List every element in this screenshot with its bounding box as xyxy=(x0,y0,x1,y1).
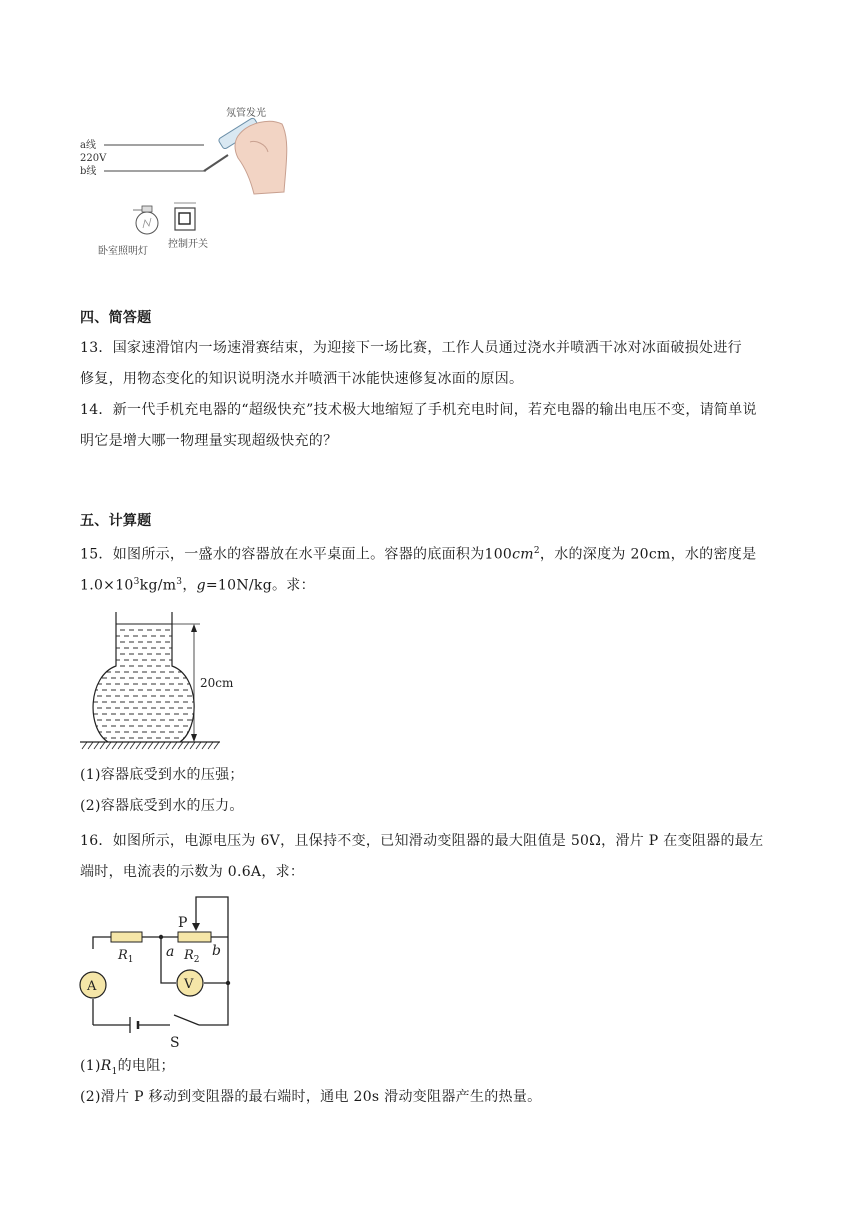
hatch-mark xyxy=(130,742,135,749)
hatch-mark xyxy=(82,742,87,749)
question-15-sub2: (2)容器底受到水的压力。 xyxy=(80,798,244,814)
hatch-mark xyxy=(208,742,213,749)
ammeter-label: A xyxy=(87,979,97,994)
hatch-mark xyxy=(202,742,207,749)
hatch-mark xyxy=(154,742,159,749)
question-16-line2: 端时，电流表的示数为 0.6A，求： xyxy=(80,864,305,880)
point-b-label: b xyxy=(212,943,221,959)
point-a-label: a xyxy=(166,944,175,960)
section4-heading: 四、简答题 xyxy=(80,310,152,326)
hatch-mark xyxy=(160,742,165,749)
question-16-sub1: $(1)R_1$的电阻； xyxy=(80,1058,175,1077)
resistor-r2 xyxy=(178,932,211,942)
wire-left-top xyxy=(93,937,111,949)
question-14-line2: 明它是增大哪一物理量实现超级快充的？ xyxy=(80,433,338,449)
wire-bottom-right xyxy=(199,983,228,1025)
hatch-mark xyxy=(118,742,123,749)
r2-label: $R_2$ xyxy=(184,948,200,965)
hatch-mark xyxy=(106,742,111,749)
hatch-mark xyxy=(190,742,195,749)
hand-shape xyxy=(235,121,287,194)
voltage-label: 220V xyxy=(80,153,107,164)
question-13-line2: 修复，用物态变化的知识说明浇水并喷洒干冰能快速修复冰面的原因。 xyxy=(80,371,524,387)
resistor-r1 xyxy=(111,932,142,942)
hatch-mark xyxy=(166,742,171,749)
question-15-line2: $1.0\times 10^3kg/m^3$，g=10N/kg。求： xyxy=(80,577,315,594)
r1-label: $R_1$ xyxy=(118,948,134,965)
question-16-line1: 16．如图所示，电源电压为 6V，且保持不变，已知滑动变阻器的最大阻值是 50Ω，滑片 P 在变阻器的最左 xyxy=(80,833,764,849)
slider-label: P xyxy=(178,915,188,931)
hatch-mark xyxy=(136,742,141,749)
glow-label: 氖管发光 xyxy=(226,108,266,119)
question-15-sub1: (1)容器底受到水的压强； xyxy=(80,767,244,783)
area-value: 100 xyxy=(484,546,513,563)
switch-s-label: S xyxy=(170,1035,180,1051)
water-fill xyxy=(84,630,206,738)
question-13-line1: 13．国家速滑馆内一场速滑赛结束，为迎接下一场比赛，工作人员通过浇水并喷洒干冰对冰面破损处进行 xyxy=(80,340,742,356)
hatch-mark xyxy=(112,742,117,749)
hatch-mark xyxy=(94,742,99,749)
circuit-figure xyxy=(78,893,248,1053)
wire-a-label: a线 xyxy=(80,140,96,151)
flask-figure xyxy=(78,610,248,752)
hatch-mark xyxy=(142,742,147,749)
slider-arrow xyxy=(192,923,200,931)
hatch-mark xyxy=(148,742,153,749)
voltmeter-label: V xyxy=(184,977,194,992)
question-15-line1: 15．如图所示，一盛水的容器放在水平桌面上。容器的底面积为$100cm^2$，水的深度为 20cm，水的密度是 xyxy=(80,546,757,563)
lamp-label: 卧室照明灯 xyxy=(98,246,148,257)
hatch-mark xyxy=(124,742,129,749)
flask-outline xyxy=(93,612,194,742)
hatch-mark xyxy=(214,742,219,749)
switch-label: 控制开关 xyxy=(168,239,208,250)
hatch-mark xyxy=(178,742,183,749)
switch-lever xyxy=(174,1015,199,1025)
question-14-line1: 14．新一代手机充电器的“超级快充”技术极大地缩短了手机充电时间，若充电器的输出电压不变，请简单说 xyxy=(80,402,757,418)
hatch-mark xyxy=(100,742,105,749)
section5-heading: 五、计算题 xyxy=(80,513,152,529)
hatch-mark xyxy=(172,742,177,749)
question-16-sub2: (2)滑片 P 移动到变阻器的最右端时，通电 20s 滑动变阻器产生的热量。 xyxy=(80,1089,542,1105)
lamp-base xyxy=(142,206,152,212)
tester-tip xyxy=(204,155,228,171)
depth-label: 20cm xyxy=(200,676,234,690)
wire-slider xyxy=(196,897,228,937)
wire-b-label: b线 xyxy=(80,166,97,177)
hatch-mark xyxy=(88,742,93,749)
area-unit: cm xyxy=(512,546,534,563)
hatch-mark xyxy=(196,742,201,749)
hatch-mark xyxy=(184,742,189,749)
tester-figure xyxy=(78,100,298,262)
ground-hatch xyxy=(82,742,219,749)
